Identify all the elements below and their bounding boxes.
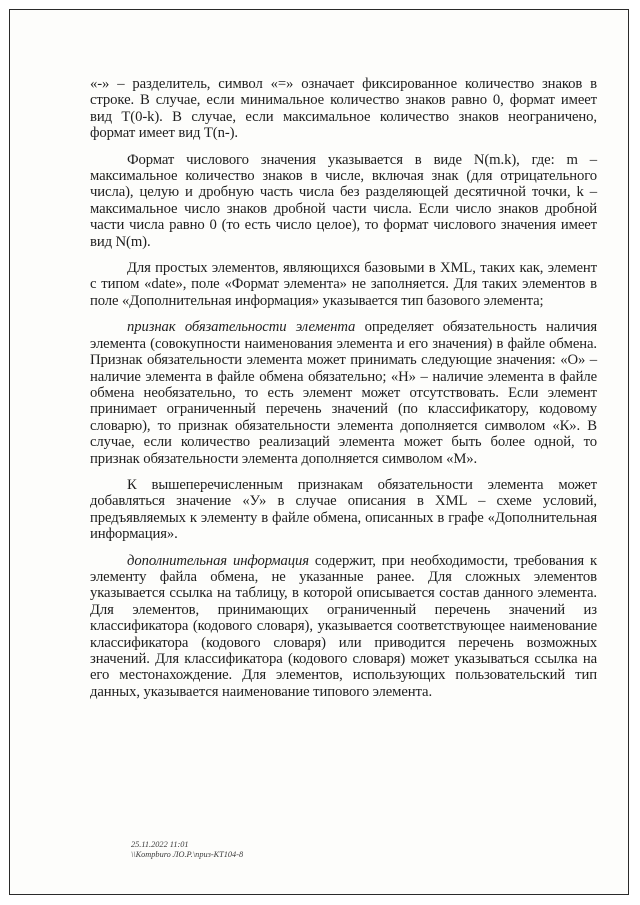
term-additional-info: дополнительная информация	[127, 552, 309, 569]
term-mandatory-sign: признак обязательности элемента	[127, 319, 356, 336]
paragraph-simple-elements: Для простых элементов, являющихся базовыми в XML, таких как, элемент с типом «date», поле «Формат элемента» не заполняется. Для таких элементов в поле «Дополнительная информация» указывается тип базового элемента;	[90, 260, 597, 309]
paragraph-additional-info	[90, 553, 597, 701]
print-timestamp: 25.11.2022 11:01	[131, 840, 189, 849]
paragraph-separator-definition: «-» – разделитель, символ «=» означает фиксированное количество знаков в строке. В случае, если минимальное количество знаков равно 0, формат имеет вид T(0-k). В случае, если максимальное количество знаков неограничено, формат имеет вид T(n-).	[90, 76, 597, 142]
document-body	[90, 76, 597, 700]
print-footer	[131, 840, 243, 859]
paragraph-numeric-format: Формат числового значения указывается в виде N(m.k), где: m – максимальное количество знаков в числе, включая знак (для отрицательного числа), целую и дробную часть числа без разделяющей десятичной точки, k – максимальное число знаков дробной части числа. Если число знаков дробной части числа равно 0 (то есть число целое), то формат числового значения имеет вид N(m).	[90, 151, 597, 250]
print-file-path: \\Kompburo ЛО.Р.\приз-КТ104-8	[131, 849, 244, 859]
paragraph-mandatory-sign	[90, 319, 597, 467]
additional-info-description: содержит, при необходимости, требования к элементу файла обмена, не указанные ранее. Для сложных элементов указывается ссылка на таблицу, в которой описывается состав данного элемента. Для элементов, принимающих ограниченный перечень значений из классификатора (кодового словаря), указывается соответствующее наименование классификатора (кодового словаря) или приводится перечень возможных значений. Для классификатора (кодового словаря) может указываться ссылка на его местонахождение. Для элементов, использующих пользовательский тип данных, указывается наименование типового элемента.	[90, 552, 597, 700]
paragraph-condition-value: К вышеперечисленным признакам обязательности элемента может добавляться значение «У» в случае описания в XML – схеме условий, предъявляемых к элементу в файле обмена, описанных в графе «Дополнительная информация».	[90, 476, 597, 543]
mandatory-sign-description: определяет обязательность наличия элемента (совокупности наименования элемента и его значения) в файле обмена. Признак обязательности элемента может принимать следующие значения: «О» – наличие элемента в файле обмена обязательно; «Н» – наличие элемента в файле обмена необязательно, то есть элемент может отсутствовать. Если элемент принимает ограниченный перечень значений (по классификатору, кодовому словарю), то признак обязательности элемента дополняется символом «К». В случае, если количество реализаций элемента может быть более одной, то признак обязательности элемента дополняется символом «М».	[90, 319, 597, 467]
document-page	[9, 9, 629, 895]
